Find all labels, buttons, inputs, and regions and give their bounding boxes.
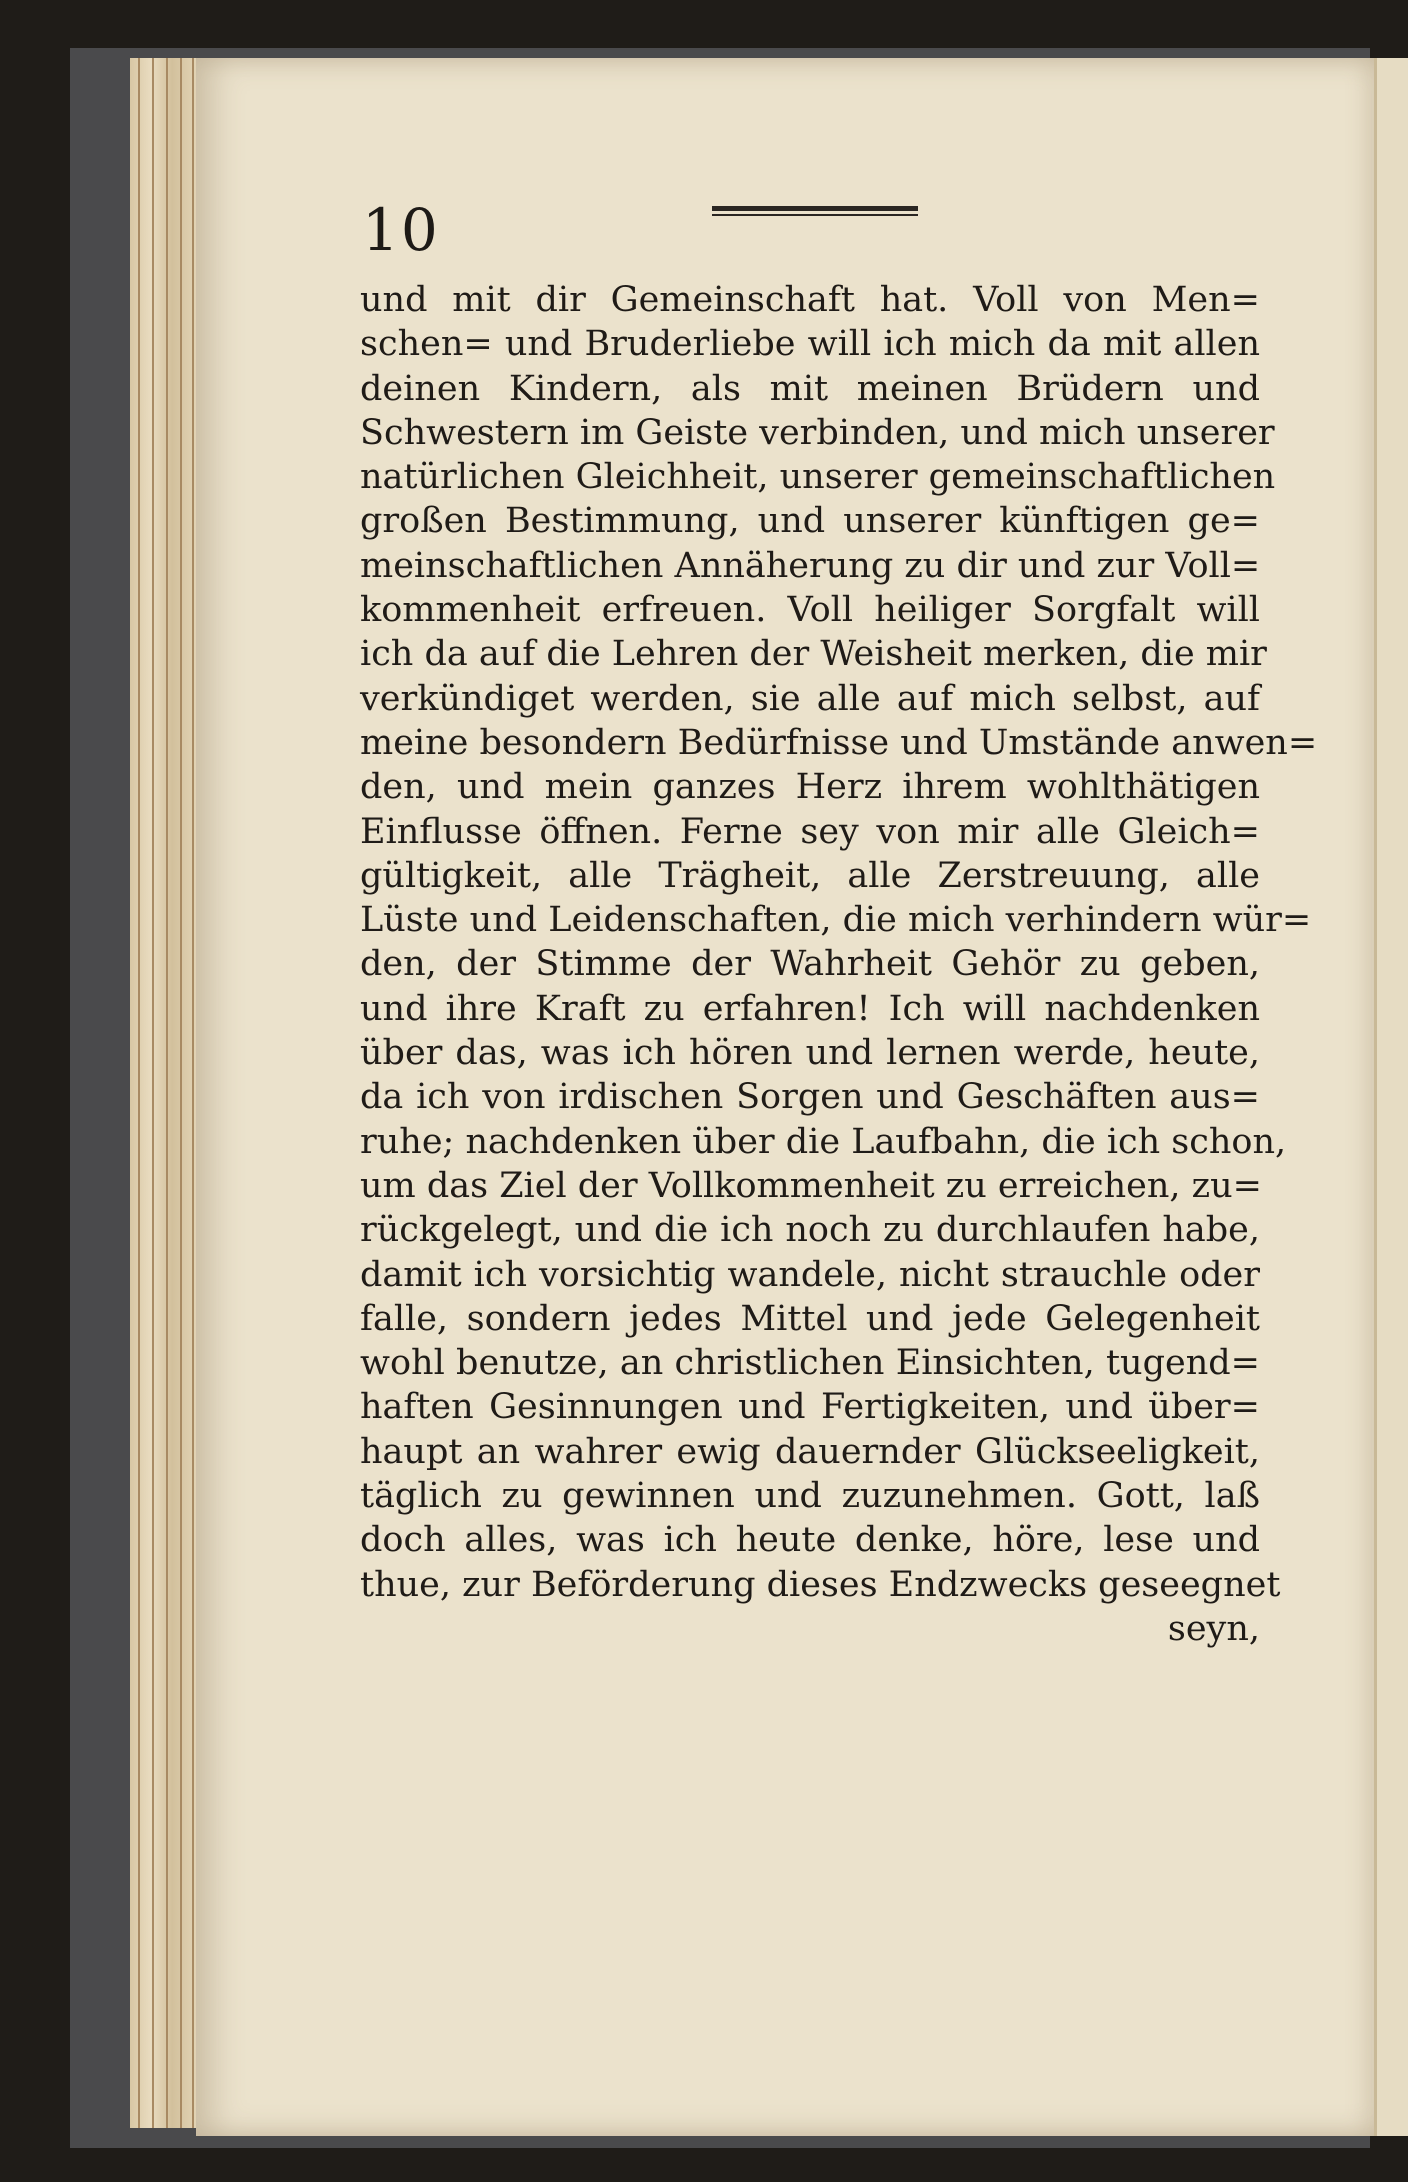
text-line: meine besondern Bedürfnisse und Umstände anwen= (360, 722, 1318, 763)
page-number: 10 (362, 196, 440, 264)
text-line: falle, sondern jedes Mittel und jede Gelegenheit (360, 1298, 1260, 1339)
text-line: Einflusse öffnen. Ferne sey von mir alle Gleich= (360, 811, 1260, 852)
text-line: gültigkeit, alle Trägheit, alle Zerstreuung, alle (360, 855, 1260, 896)
text-line: großen Bestimmung, und unserer künftigen ge= (360, 501, 1260, 542)
text-line: deinen Kindern, als mit meinen Brüdern und (360, 368, 1260, 409)
text-line: Lüste und Leidenschaften, die mich verhindern wür= (360, 900, 1312, 941)
text-line: damit ich vorsichtig wandele, nicht strauchle oder (360, 1254, 1260, 1295)
text-line: rückgelegt, und die ich noch zu durchlaufen habe, (360, 1210, 1260, 1251)
page-edges (130, 58, 200, 2128)
text-line: natürlichen Gleichheit, unserer gemeinschaftlichen (360, 457, 1276, 498)
text-line: haften Gesinnungen und Fertigkeiten, und über= (360, 1387, 1260, 1428)
text-line: um das Ziel der Vollkommenheit zu erreichen, zu= (360, 1165, 1262, 1206)
text-line: da ich von irdischen Sorgen und Geschäften aus= (360, 1077, 1260, 1118)
text-line: ruhe; nachdenken über die Laufbahn, die ich schon, (360, 1121, 1287, 1162)
text-line: thue, zur Beförderung dieses Endzwecks geseegnet (360, 1564, 1281, 1605)
text-line: kommenheit erfreuen. Voll heiliger Sorgfalt will (360, 590, 1260, 631)
text-line: verkündiget werden, sie alle auf mich selbst, auf (360, 678, 1260, 719)
text-line: haupt an wahrer ewig dauernder Glückseeligkeit, (360, 1431, 1260, 1472)
facing-page-edge (1374, 58, 1408, 2136)
text-line: den, und mein ganzes Herz ihrem wohlthätigen (360, 767, 1260, 808)
text-line: ich da auf die Lehren der Weisheit merken, die mir (360, 634, 1267, 675)
text-line: und ihre Kraft zu erfahren! Ich will nachdenken (360, 988, 1260, 1029)
body-text (360, 278, 1318, 1651)
text-line: wohl benutze, an christlichen Einsichten, tugend= (360, 1343, 1260, 1384)
text-line: meinschaftlichen Annäherung zu dir und zur Voll= (360, 545, 1261, 586)
text-line: täglich zu gewinnen und zuzunehmen. Gott, laß (360, 1476, 1260, 1517)
catchword: seyn, (1167, 1608, 1260, 1649)
text-line: doch alles, was ich heute denke, höre, lese und (360, 1520, 1260, 1561)
text-line: und mit dir Gemeinschaft hat. Voll von Men= (360, 280, 1260, 320)
text-line: über das, was ich hören und lernen werde, heute, (360, 1033, 1260, 1074)
header-rule (712, 206, 918, 220)
text-line: Schwestern im Geiste verbinden, und mich unserer (360, 412, 1275, 453)
text-line: schen= und Bruderliebe will ich mich da mit allen (360, 324, 1260, 365)
text-line: den, der Stimme der Wahrheit Gehör zu geben, (360, 944, 1260, 985)
